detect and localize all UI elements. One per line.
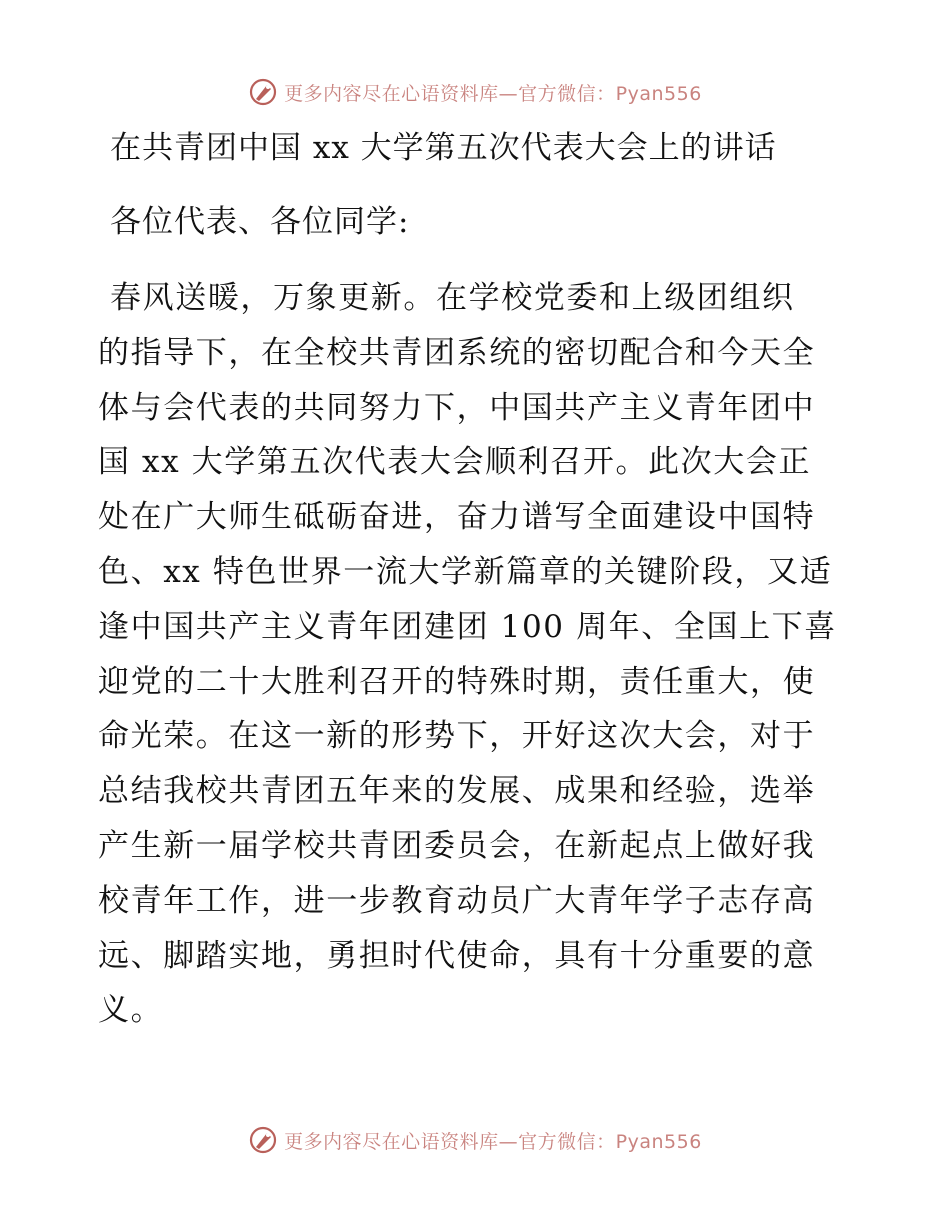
watermark-text: 更多内容尽在心语资料库—官方微信：Pyan556 <box>284 1130 702 1153</box>
paragraph-line: 产生新一届学校共青团委员会，在新起点上做好我 <box>98 827 816 864</box>
paragraph-line: 义。 <box>98 992 164 1029</box>
paragraph-line: 迎党的二十大胜利召开的特殊时期，责任重大，使 <box>98 663 816 700</box>
paragraph-line: 校青年工作，进一步教育动员广大青年学子志存高 <box>98 882 816 919</box>
pen-nib-logo-icon <box>248 77 278 107</box>
paragraph-line: 逢中国共产主义青年团建团 100 周年、全国上下喜 <box>98 608 837 645</box>
paragraph-line: 体与会代表的共同努力下，中国共产主义青年团中 <box>98 389 816 426</box>
paragraph-line: 国 xx 大学第五次代表大会顺利召开。此次大会正 <box>98 444 812 481</box>
paragraph-line: 命光荣。在这一新的形势下，开好这次大会，对于 <box>98 718 816 755</box>
document-title: 在共青团中国 xx 大学第五次代表大会上的讲话 <box>110 130 777 166</box>
header-watermark <box>0 72 950 112</box>
paragraph-line: 处在广大师生砥砺奋进，奋力谱写全面建设中国特 <box>98 499 816 536</box>
paragraph-line: 春风送暖，万象更新。在学校党委和上级团组织 <box>110 280 795 316</box>
pen-nib-logo-icon <box>248 1125 278 1155</box>
body-paragraph <box>98 271 858 1038</box>
paragraph-line: 的指导下，在全校共青团系统的密切配合和今天全 <box>98 334 816 371</box>
paragraph-line: 远、脚踏实地，勇担时代使命，具有十分重要的意 <box>98 937 816 974</box>
paragraph-line: 总结我校共青团五年来的发展、成果和经验，选举 <box>98 773 816 810</box>
footer-watermark <box>0 1120 950 1160</box>
salutation: 各位代表、各位同学: <box>110 204 410 240</box>
watermark-text: 更多内容尽在心语资料库—官方微信：Pyan556 <box>284 82 702 105</box>
paragraph-line: 色、xx 特色世界一流大学新篇章的关键阶段，又适 <box>98 553 833 590</box>
